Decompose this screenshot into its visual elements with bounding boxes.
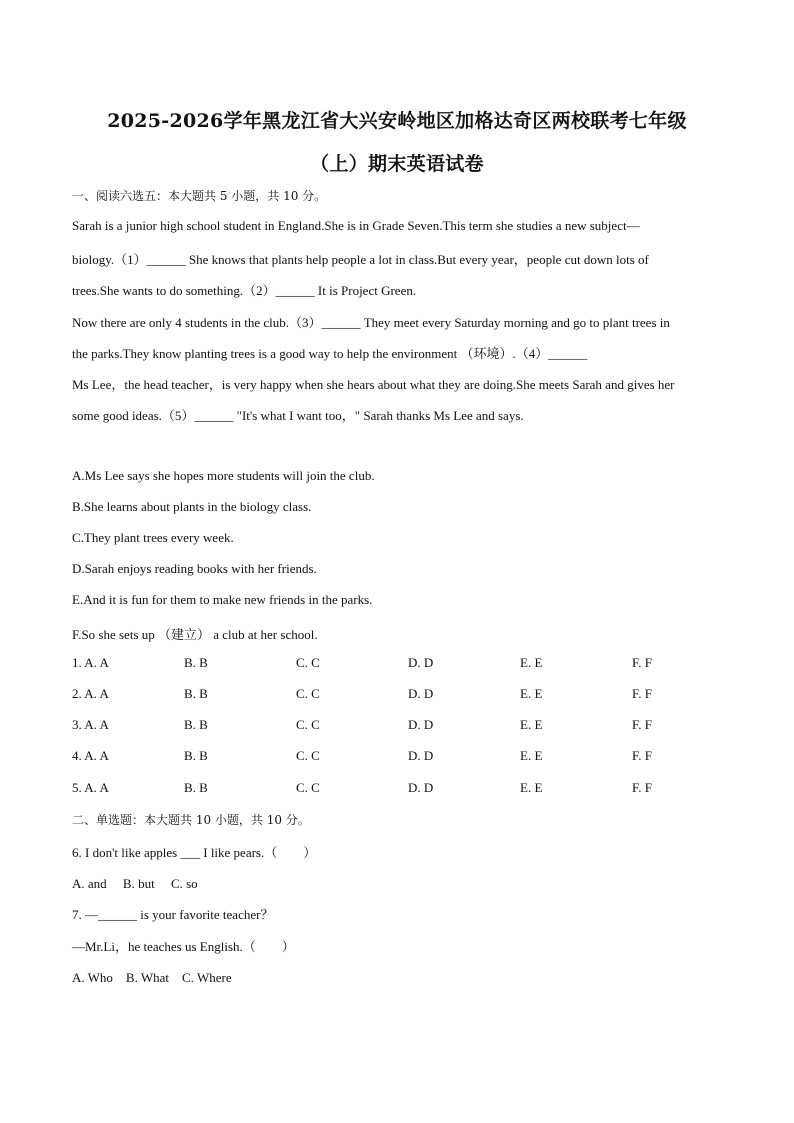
question-option-e[interactable]: E. E (520, 748, 543, 763)
choice-d: D.Sarah enjoys reading books with her friends. (72, 561, 317, 576)
question-option-d[interactable]: D. D (408, 655, 434, 670)
question-option-b[interactable]: B. B (184, 655, 208, 670)
question-option-e[interactable]: E. E (520, 780, 543, 795)
question-option-a[interactable]: 1. A. A (72, 655, 109, 670)
question-option-f[interactable]: F. F (632, 717, 652, 732)
question-option-f[interactable]: F. F (632, 686, 652, 701)
question-7-reply: —Mr.Li，he teaches us English.（ ） (72, 939, 295, 954)
passage-line: trees.She wants to do something.（2）______ It is Project Green. (72, 283, 417, 298)
choice-a: A.Ms Lee says she hopes more students will join the club. (72, 468, 375, 483)
passage-line: Sarah is a junior high school student in England.She is in Grade Seven.This term she studies a new subject— (72, 218, 640, 233)
question-option-c[interactable]: C. C (296, 780, 320, 795)
question-option-d[interactable]: D. D (408, 780, 434, 795)
question-option-a[interactable]: 2. A. A (72, 686, 109, 701)
passage-line: the parks.They know planting trees is a good way to help the environment （环境）.（4）______ (72, 346, 588, 361)
question-option-d[interactable]: D. D (408, 686, 434, 701)
section1-heading: 一、阅读六选五：本大题共 5 小题，共 10 分。 (72, 189, 327, 203)
question-6-stem: 6. I don't like apples ___ I like pears.（ ） (72, 845, 317, 860)
question-option-f[interactable]: F. F (632, 748, 652, 763)
choice-c: C.They plant trees every week. (72, 530, 234, 545)
question-option-f[interactable]: F. F (632, 780, 652, 795)
question-option-a[interactable]: 4. A. A (72, 748, 109, 763)
section2-heading: 二、单选题：本大题共 10 小题，共 10 分。 (72, 813, 310, 827)
question-option-f[interactable]: F. F (632, 655, 652, 670)
question-option-b[interactable]: B. B (184, 780, 208, 795)
choice-f: F.So she sets up （建立） a club at her school. (72, 627, 318, 642)
question-7-stem: 7. —______ is your favorite teacher？ (72, 907, 274, 922)
question-option-e[interactable]: E. E (520, 717, 543, 732)
question-option-b[interactable]: B. B (184, 717, 208, 732)
question-option-d[interactable]: D. D (408, 748, 434, 763)
question-option-b[interactable]: B. B (184, 748, 208, 763)
choice-e: E.And it is fun for them to make new friends in the parks. (72, 592, 373, 607)
question-option-c[interactable]: C. C (296, 655, 320, 670)
exam-title-line1: 2025-2026学年黑龙江省大兴安岭地区加格达奇区两校联考七年级 (107, 110, 687, 132)
question-option-a[interactable]: 3. A. A (72, 717, 109, 732)
question-option-e[interactable]: E. E (520, 686, 543, 701)
passage-line: Now there are only 4 students in the club.（3）______ They meet every Saturday morning and go to plant trees in (72, 315, 670, 330)
question-option-a[interactable]: 5. A. A (72, 780, 109, 795)
question-option-c[interactable]: C. C (296, 686, 320, 701)
question-option-c[interactable]: C. C (296, 717, 320, 732)
choice-b: B.She learns about plants in the biology class. (72, 499, 312, 514)
question-option-d[interactable]: D. D (408, 717, 434, 732)
passage-line: Ms Lee，the head teacher，is very happy when she hears about what they are doing.She meets Sarah and gives her (72, 377, 675, 392)
question-7-options[interactable]: A. Who B. What C. Where (72, 970, 232, 985)
question-option-c[interactable]: C. C (296, 748, 320, 763)
question-6-options[interactable]: A. and B. but C. so (72, 876, 198, 891)
passage-line: biology.（1）______ She knows that plants help people a lot in class.But every year，people cut down lots of (72, 252, 649, 267)
question-option-b[interactable]: B. B (184, 686, 208, 701)
question-option-e[interactable]: E. E (520, 655, 543, 670)
exam-title-line2: （上）期末英语试卷 (310, 153, 484, 175)
passage-line: some good ideas.（5）______ "It's what I want too，" Sarah thanks Ms Lee and says. (72, 408, 524, 423)
